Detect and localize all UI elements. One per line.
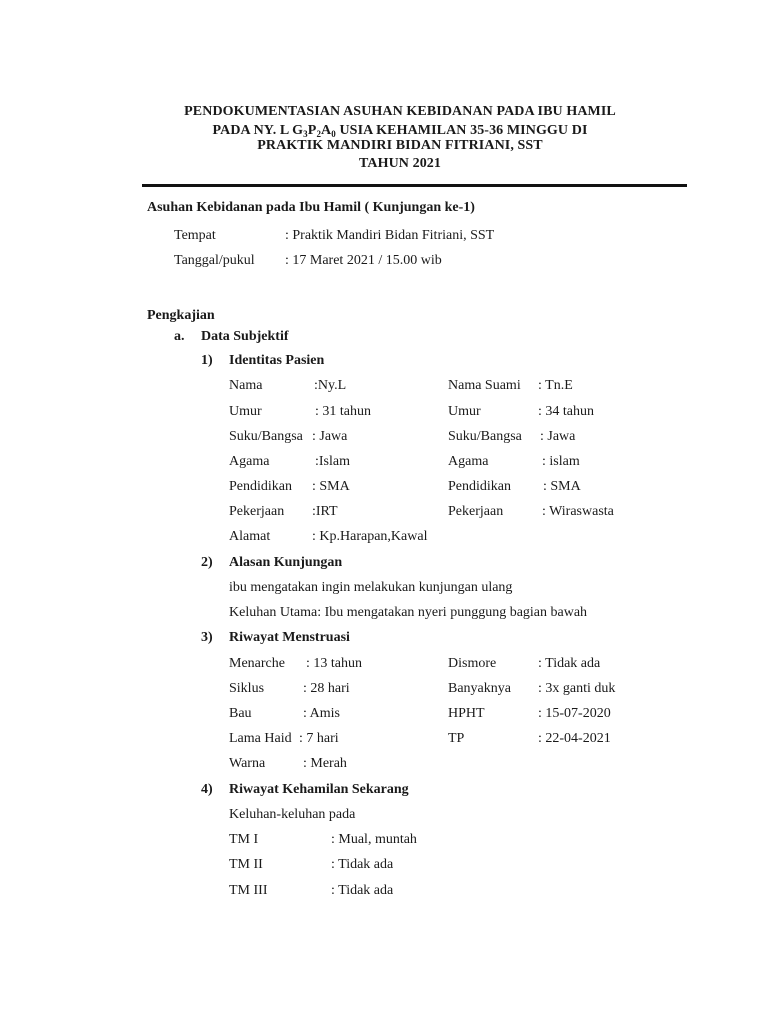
identity-value: : 31 tahun [315,404,371,419]
trimester-label: TM III [229,883,268,898]
menstrual-label: TP [448,731,465,746]
pregnancy-heading: Riwayat Kehamilan Sekarang [229,782,409,797]
identity-label: Umur [229,404,262,419]
menstrual-value: : 13 tahun [306,656,362,671]
menstrual-value: : 15-07-2020 [538,706,611,721]
identity-label: Pekerjaan [229,504,285,519]
menstrual-value: : Amis [303,706,340,721]
trimester-label: TM I [229,832,259,847]
assessment-heading: Pengkajian [147,308,215,323]
identity-value: : islam [542,454,580,469]
menstrual-value: : Tidak ada [538,656,601,671]
menstrual-number: 3) [201,630,213,645]
trimester-label: TM II [229,857,263,872]
menstrual-label: Siklus [229,681,265,696]
pregnancy-intro: Keluhan-keluhan pada [229,807,356,822]
identity-label: Umur [448,404,481,419]
identity-number: 1) [201,353,213,368]
menstrual-label: Bau [229,706,252,721]
menstrual-label: Menarche [229,656,285,671]
identity-label: Alamat [229,529,271,544]
menstrual-label: Banyaknya [448,681,511,696]
identity-label: Nama Suami [448,378,521,393]
pregnancy-number: 4) [201,782,213,797]
menstrual-label: Dismore [448,656,497,671]
menstrual-label: Warna [229,756,266,771]
identity-label: Agama [448,454,489,469]
identity-value: : 34 tahun [538,404,594,419]
reason-number: 2) [201,555,213,570]
identity-value: :Ny.L [314,378,347,393]
reason-heading: Alasan Kunjungan [229,555,343,570]
visit-title: Asuhan Kebidanan pada Ibu Hamil ( Kunjungan ke-1) [147,200,475,215]
doc-title-line-4: TAHUN 2021 [358,156,442,171]
identity-label: Suku/Bangsa [229,429,303,444]
identity-label: Nama [229,378,263,393]
identity-value: :Islam [315,454,350,469]
identity-value: :IRT [312,504,338,519]
place-label: Tempat [174,228,216,243]
menstrual-value: : 28 hari [303,681,350,696]
doc-title-line-1: PENDOKUMENTASIAN ASUHAN KEBIDANAN PADA IBU HAMIL [184,104,616,119]
trimester-value: : Tidak ada [331,857,394,872]
place-value: : Praktik Mandiri Bidan Fitriani, SST [285,228,495,243]
doc-title-line-2: PADA NY. L $G_3P_2A_0$ USIA KEHAMILAN 35-36 MINGGU DI [212,123,588,139]
section-a-heading: Data Subjektif [201,329,289,344]
reason-text: ibu mengatakan ingin melakukan kunjungan ulang [229,580,513,595]
trimester-value: : Tidak ada [331,883,394,898]
main-complaint-text: Keluhan Utama: Ibu mengatakan nyeri punggung bagian bawah [229,605,588,620]
doc-title-line-3: PRAKTIK MANDIRI BIDAN FITRIANI, SST [257,138,543,153]
menstrual-value: : 3x ganti duk [538,681,616,696]
identity-value: : Tn.E [538,378,573,393]
menstrual-value: : Merah [303,756,347,771]
identity-value: : SMA [312,479,350,494]
identity-label: Pendidikan [448,479,511,494]
menstrual-heading: Riwayat Menstruasi [229,630,350,645]
menstrual-value: : 22-04-2021 [538,731,611,746]
menstrual-label: HPHT [448,706,485,721]
identity-label: Suku/Bangsa [448,429,522,444]
identity-label: Pendidikan [229,479,292,494]
header-divider [142,184,687,187]
identity-value: : Kp.Harapan,Kawal [312,529,428,544]
identity-value: : Wiraswasta [542,504,614,519]
identity-heading: Identitas Pasien [229,353,325,368]
date-value: : 17 Maret 2021 / 15.00 wib [285,253,442,268]
date-label: Tanggal/pukul [174,253,255,268]
menstrual-label: Lama Haid [229,731,292,746]
identity-label: Pekerjaan [448,504,504,519]
section-a-marker: a. [174,329,185,344]
trimester-value: : Mual, muntah [331,832,417,847]
identity-value: : Jawa [540,429,576,444]
identity-value: : SMA [543,479,581,494]
menstrual-value: : 7 hari [299,731,339,746]
identity-value: : Jawa [312,429,348,444]
identity-label: Agama [229,454,270,469]
